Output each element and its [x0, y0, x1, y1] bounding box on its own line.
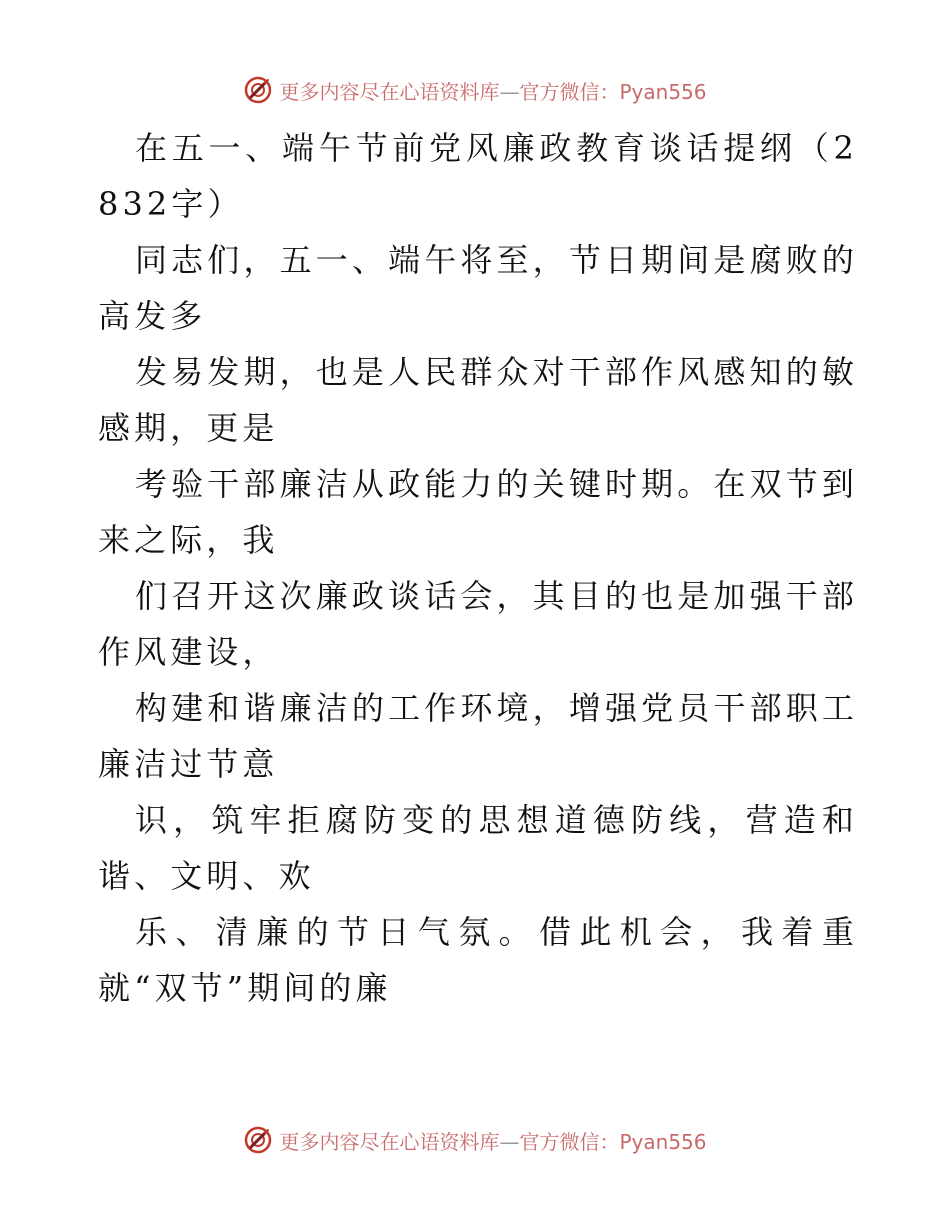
- paragraph: 考验干部廉洁从政能力的关键时期。在双节到来之际，我: [98, 465, 858, 559]
- header-watermark: [0, 70, 950, 110]
- footer-watermark: [0, 1120, 950, 1160]
- watermark-label: 官方微信：: [519, 1129, 620, 1154]
- pen-logo-icon: [243, 1125, 273, 1155]
- paragraph-title: 在五一、端午节前党风廉政教育谈话提纲（2832字）: [98, 129, 858, 223]
- watermark-text: [279, 76, 706, 105]
- paragraph: 乐、清廉的节日气氛。借此机会，我着重就“双节”期间的廉: [98, 913, 858, 1007]
- watermark-id: Pyan556: [619, 79, 707, 104]
- watermark-separator: —: [499, 79, 520, 104]
- paragraph: 识，筑牢拒腐防变的思想道德防线，营造和谐、文明、欢: [98, 801, 858, 895]
- watermark-label: 官方微信：: [519, 79, 620, 104]
- watermark-main: 更多内容尽在心语资料库: [279, 79, 500, 104]
- pen-logo-icon: [243, 75, 273, 105]
- paragraph: 构建和谐廉洁的工作环境，增强党员干部职工廉洁过节意: [98, 689, 858, 783]
- paragraph: 发易发期，也是人民群众对干部作风感知的敏感期，更是: [98, 353, 858, 447]
- watermark-id: Pyan556: [619, 1129, 707, 1154]
- watermark-separator: —: [499, 1129, 520, 1154]
- watermark-text: [279, 1126, 706, 1155]
- watermark-main: 更多内容尽在心语资料库: [279, 1129, 500, 1154]
- paragraph: 同志们，五一、端午将至，节日期间是腐败的高发多: [98, 241, 858, 335]
- document-body: [98, 120, 858, 1016]
- paragraph: 们召开这次廉政谈话会，其目的也是加强干部作风建设，: [98, 577, 858, 671]
